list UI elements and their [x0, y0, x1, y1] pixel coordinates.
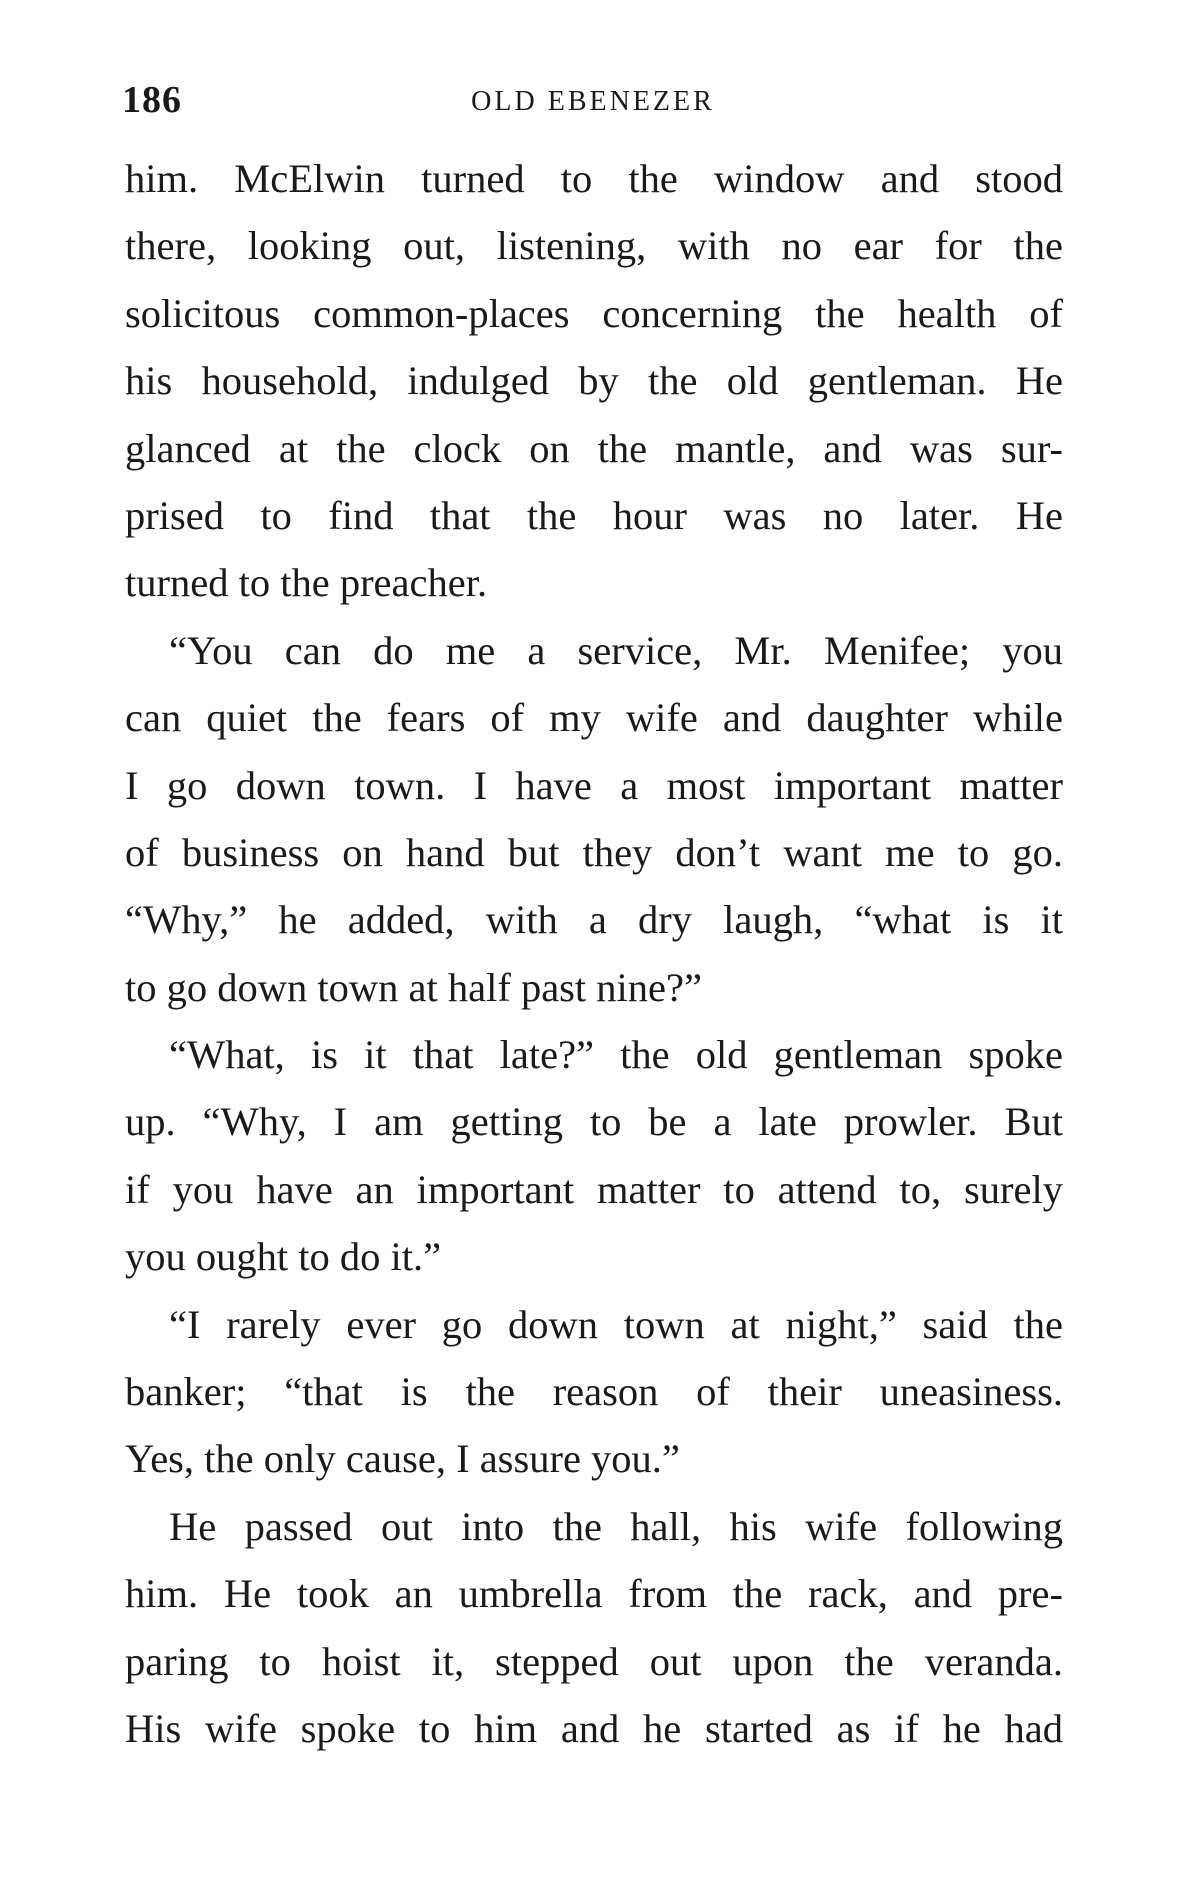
text-line: prised to find that the hour was no later. He	[125, 492, 1063, 538]
text-line: Yes, the only cause, I assure you.”	[125, 1436, 680, 1482]
text-line: “You can do me a service, Mr. Menifee; you	[169, 627, 1063, 673]
text-line: “Why,” he added, with a dry laugh, “what is it	[125, 897, 1063, 943]
page-number: 186	[122, 79, 182, 121]
text-line: His wife spoke to him and he started as if he had	[125, 1705, 1063, 1751]
text-line: up. “Why, I am getting to be a late prowler. But	[125, 1099, 1063, 1145]
text-line: him. McElwin turned to the window and stood	[125, 156, 1063, 201]
body-text	[125, 145, 1063, 1762]
running-head	[122, 78, 1064, 128]
text-line: banker; “that is the reason of their uneasiness.	[125, 1369, 1063, 1415]
text-line: He passed out into the hall, his wife following	[169, 1503, 1063, 1549]
text-line: you ought to do it.”	[125, 1234, 442, 1280]
text-line: solicitous common-places concerning the health of	[125, 290, 1063, 336]
text-line: I go down town. I have a most important matter	[125, 762, 1063, 808]
running-title: OLD EBENEZER	[471, 86, 715, 117]
text-line: of business on hand but they don’t want me to go.	[125, 829, 1063, 875]
text-line: to go down town at half past nine?”	[125, 964, 702, 1010]
text-line: his household, indulged by the old gentleman. He	[125, 358, 1063, 404]
text-line: “What, is it that late?” the old gentleman spoke	[169, 1032, 1063, 1078]
text-line: can quiet the fears of my wife and daughter while	[125, 695, 1063, 741]
text-line: glanced at the clock on the mantle, and was sur-	[125, 425, 1063, 471]
text-line: if you have an important matter to attend to, surely	[125, 1166, 1063, 1212]
text-line: there, looking out, listening, with no ear for the	[125, 223, 1063, 269]
text-line: him. He took an umbrella from the rack, and pre-	[125, 1571, 1063, 1617]
text-line: “I rarely ever go down town at night,” said the	[169, 1301, 1063, 1347]
text-line: paring to hoist it, stepped out upon the veranda.	[125, 1638, 1063, 1684]
text-line: turned to the preacher.	[125, 560, 488, 606]
